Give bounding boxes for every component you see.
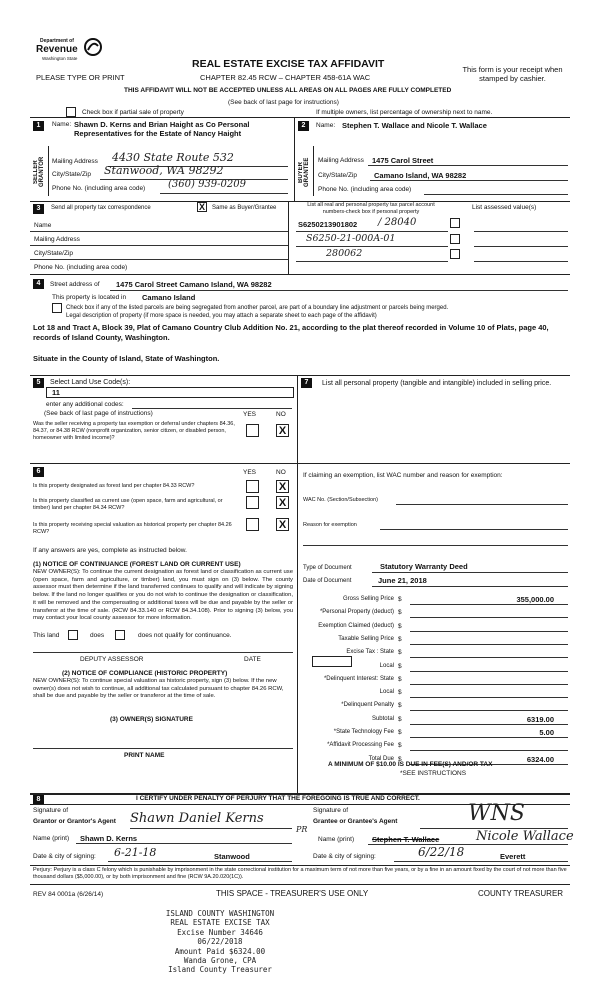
this-land-label: This land [33,632,60,639]
grantor-date-label: Date & city of signing: [33,853,96,860]
stamp-line: Amount Paid $6324.00 [174,946,266,956]
parcel-1: S6250213901802 [298,220,358,229]
excise-box-1[interactable] [312,656,352,667]
exemption-wac-label: If claiming an exemption, list WAC number and reason for exemption: [303,472,503,479]
does-not-checkbox[interactable] [115,630,125,640]
forest-no-checkbox[interactable]: X [276,480,289,493]
notice1-body: NEW OWNER(S): To continue the current designation as forest land or classification as current use (open space, farm and agriculture, or timber) land, you must sign on (3) below. The county assessor must then determine if the land transferred continues to qualify and will indicate by signing below. If the land no longer qualifies or you do not wish to continue the designation or classification, it will be removed and the compensating or additional taxes will be due and payable by the seller or transferor at the time of sale. (RCW 84.33.140 or RCW 84.34.108). Prior to signing (3) below, you may contact your local county assessor for more information. [33,569,293,622]
street-address-value: 1475 Carol Street Camano Island, WA 98282 [116,280,272,289]
treasurer-stamp [140,909,300,975]
rule [30,884,570,885]
calc-row-currency: $ [398,663,402,670]
partial-sale-label: Check box if partial sale of property [82,109,184,116]
logo-text-state: Washington State [42,56,78,61]
rule [160,193,288,194]
stamp-line: ISLAND COUNTY WASHINGTON [165,909,275,918]
calc-row-currency: $ [398,716,402,723]
exemption-yes-checkbox[interactable] [246,424,259,437]
forest-yes-checkbox[interactable] [246,480,259,493]
does-label: does [90,632,105,639]
doc-date-label: Date of Document [303,578,352,584]
calc-row-label: *Delinquent Penalty [341,702,394,708]
section-3-number: 3 [33,204,44,214]
buyer-mailing-value: 1475 Carol Street [372,156,434,165]
section3-phone-label: Phone No. (including area code) [34,264,128,271]
rule [313,146,314,196]
calc-row-value: 6319.00 [526,715,554,724]
perjury-notice: Perjury: Perjury is a class C felony which is punishable by imprisonment in the state correctional institution for a maximum term of not more than five years, or by a fine in an amount fixed by the court of not more than five thousand dollars ($5,000.00), or by both imprisonment and fine (RCW 9A.20.020(1C)). [33,867,567,880]
dor-logo-icon [84,38,102,56]
calc-row-label: Total Due [368,756,394,762]
rule [297,375,298,793]
calc-row-label: *Affidavit Processing Fee [327,742,394,748]
same-as-buyer-checkbox[interactable]: X [198,202,205,212]
grantee-sig-label1: Signature of [313,807,349,814]
exemption-question: Was the seller receiving a property tax exemption or deferral under chapters 84.36, 84.37, or 84.38 RCW (nonprofit organization, senior citizen, or disabled person, homeowner with limited income)? [33,421,235,441]
rule [474,231,568,232]
calc-row-currency: $ [398,689,402,696]
dor-logo [36,38,106,68]
rule [368,165,568,166]
grantor-signature: Shawn Daniel Kerns [130,811,264,826]
parcel-header: List all real and personal property tax parcel account numbers-check box if personal property [307,202,435,215]
buyer-name-value: Stephen T. Wallace and Nicole T. Wallace [342,121,487,130]
calc-row-label: *Delinquent Interest: State [323,676,394,682]
current-use-no-checkbox[interactable]: X [276,496,289,509]
minimum-due-note: A MINIMUM OF $10.00 IS DUE IN FEE(S) AND/OR TAX [328,761,493,768]
calc-row-currency: $ [398,636,402,643]
calc-row-value: 5.00 [539,728,554,737]
rule [474,246,568,247]
calc-row-line [410,750,568,751]
grantee-name-value: Stephen T. Wallace [372,835,440,844]
section-8-number: 8 [33,795,44,805]
personal-property-label: List all personal property (tangible and intangible) included in selling price. [322,380,552,387]
grantor-name-value: Shawn D. Kerns [80,834,138,843]
form-title: REAL ESTATE EXCISE TAX AFFIDAVIT [192,58,385,70]
calc-row-label: Local [379,663,394,669]
rule [296,246,448,247]
parcel-3: 280062 [326,248,363,259]
sec6-no-header: NO [276,469,286,476]
exemption-no-checkbox[interactable]: X [276,424,289,437]
rev-number: REV 84 0001a (6/26/14) [33,891,104,898]
section-6-number: 6 [33,467,44,477]
section-5-number: 5 [33,378,44,388]
notice1-title: (1) NOTICE OF CONTINUANCE (FOREST LAND OR CURRENT USE) [33,561,241,568]
seller-city-value: Stanwood, WA 98292 [104,164,224,177]
grantee-second-signature: Nicole Wallace [476,829,574,844]
rule [108,861,292,862]
deputy-date-label: DATE [244,656,261,663]
historic-yes-checkbox[interactable] [246,518,259,531]
multiple-owners-note: If multiple owners, list percentage of ownership next to name. [316,109,493,116]
historic-no-checkbox[interactable]: X [276,518,289,531]
calc-row-line [410,737,568,738]
doc-type-value: Statutory Warranty Deed [380,562,468,571]
calc-row-line [410,617,568,618]
calc-row-line [410,657,568,658]
seller-phone-value: (360) 939-0209 [168,179,246,190]
warning-banner: THIS AFFIDAVIT WILL NOT BE ACCEPTED UNLESS ALL AREAS ON ALL PAGES ARE FULLY COMPLETED [124,87,452,94]
send-correspondence-label: Send all property tax correspondence [51,205,151,211]
stamp-line: Excise Number 34646 [177,927,263,937]
section-4-number: 4 [33,279,44,289]
current-use-yes-checkbox[interactable] [246,496,259,509]
stamp-line: 06/22/2018 [197,937,243,947]
rule [33,652,293,653]
calc-row-value: 6324.00 [526,755,554,764]
segregated-note: Check box if any of the listed parcels are being segregated from another parcel, are part of a boundary line adjustment or parcels being merged. [66,305,449,311]
calc-row-label: Subtotal [371,716,394,722]
buyer-phone-label: Phone No. (including area code) [318,186,412,193]
calc-row-currency: $ [398,676,402,683]
chapter-ref: CHAPTER 82.45 RCW – CHAPTER 458-61A WAC [200,73,371,82]
rule [30,231,288,232]
calc-row-label: *Personal Property (deduct) [319,609,394,615]
certify-statement: I CERTIFY UNDER PENALTY OF PERJURY THAT THE FOREGOING IS TRUE AND CORRECT. [136,795,420,802]
see-back-note: (See back of last page for instructions) [228,99,339,106]
stamp-line: Island County Treasurer [168,965,272,975]
calc-row-currency: $ [398,609,402,616]
historic-question: Is this property receiving special valuation as historical property per chapter 84.26 RCW? [33,522,232,535]
rule [30,245,288,246]
grantee-city-value: Everett [500,852,526,861]
rule [288,201,289,274]
grantor-pr-mark: PR [296,825,308,834]
rule [30,117,570,118]
rule [424,194,568,195]
grantor-city-value: Stanwood [214,852,250,861]
calc-row-label: Local [379,689,394,695]
print-name-label: PRINT NAME [124,752,165,759]
grantee-sig-label2: Grantee or Grantee's Agent [313,818,398,825]
calc-row-label: *State Technology Fee [333,729,394,735]
legal-description: Lot 18 and Tract A, Block 39, Plat of Camano Country Club Addition No. 21, according to the plat thereof recorded in Volume 10 of Plats, page 40, records of Island County, Washington. [33,323,549,342]
seller-name-label: Name: [52,121,72,128]
rule [30,865,570,866]
rule [303,545,568,546]
seller-name-value: Shawn D. Kerns and Brian Haight as Co Personal Representatives for the Estate of Nancy Haight [74,120,250,138]
grantee-date-label: Date & city of signing: [313,853,376,860]
rule [110,290,568,291]
section3-city-label: City/State/Zip [34,250,74,257]
rule [394,861,568,862]
located-value: Camano Island [142,293,196,302]
notice2-body: NEW OWNER(S): To continue special valuation as historic property, sign (3) below. If the new owner(s) does not wish to continue, all additional tax calculated pursuant to chapter 84.26 RCW, shall be due and payable by the seller or transferor at the time of sale. [33,678,284,699]
rule [130,828,292,829]
rule [48,146,49,196]
see-back-instr: (See back of last page of instructions) [44,410,153,417]
section-1-number: 1 [33,121,44,131]
calc-row-label: Excise Tax : State [346,649,394,655]
section3-mailing-label: Mailing Address [34,236,80,243]
section-2-number: 2 [298,121,309,131]
treasurer-space: THIS SPACE - TREASURER'S USE ONLY [216,889,369,898]
buyer-city-label: City/State/Zip [318,172,358,179]
grantor-date-value: 6-21-18 [114,846,157,859]
does-checkbox[interactable] [68,630,78,640]
calc-row-label: Gross Selling Price [342,596,394,602]
any-yes-note: If any answers are yes, complete as instructed below. [33,547,187,554]
section-7-number: 7 [301,378,312,388]
calc-row-currency: $ [398,729,402,736]
partial-sale-checkbox[interactable] [66,107,76,117]
rule [396,504,568,505]
land-use-box[interactable] [46,387,294,398]
reason-label: Reason for exemption [303,522,357,528]
calc-row-line [410,710,568,711]
section3-name-label: Name [34,222,52,229]
stamp-line: Wanda Grone, CPA [183,956,257,966]
county-treasurer: COUNTY TREASURER [478,889,564,898]
forest-question: Is this property designated as forest land per chapter 84.33 RCW? [33,483,195,489]
seller-phone-label: Phone No. (including area code) [52,185,146,192]
rule [474,261,568,262]
buyer-name-label: Name: [316,122,336,129]
calc-row-value: 355,000.00 [516,595,554,604]
rule [370,180,568,181]
rule [380,529,568,530]
grantor-name-label: Name (print) [33,835,70,842]
located-label: This property is located in [52,294,127,301]
calc-row-currency: $ [398,702,402,709]
sec5-no-header: NO [276,411,286,418]
rule [296,261,448,262]
does-not-label: does not qualify for continuance. [138,632,232,639]
please-type: PLEASE TYPE OR PRINT [36,73,125,82]
stamp-line: REAL ESTATE EXCISE TAX [170,918,270,928]
rule [294,117,295,202]
calc-row-line [410,671,568,672]
seller-mailing-label: Mailing Address [52,158,98,165]
rule [30,375,570,376]
parcel-1-personal-checkbox[interactable] [450,218,460,228]
current-use-question: Is this property classified as current use (open space, farm and agricultural, or timber) land per chapter 84.34 RCW? [33,498,223,511]
rule [372,572,568,573]
grantee-date-value: 6/22/18 [418,845,465,859]
sec6-yes-header: YES [243,469,257,476]
buyer-grantee-label: BUYER GRANTEE [298,157,310,187]
buyer-city-value: Camano Island, WA 98282 [374,171,467,180]
rule [30,463,570,464]
deputy-assessor-label: DEPUTY ASSESSOR [80,656,144,663]
assessed-header: List assessed value(s) [472,204,537,211]
rule [30,259,288,260]
additional-codes-label: enter any additional codes: [46,401,124,408]
notice2-title: (2) NOTICE OF COMPLIANCE (HISTORIC PROPERTY) [62,670,228,677]
rule [132,408,292,409]
grantee-signature: WNS [468,801,525,826]
segregated-checkbox[interactable] [52,303,62,313]
seller-mailing-value: 4430 State Route 532 [112,151,234,164]
seller-grantor-label: SELLER GRANTOR [33,156,45,188]
wac-no-label: WAC No. (Section/Subsection) [303,497,378,503]
calc-row-currency: $ [398,596,402,603]
rule [30,274,570,275]
rule [76,843,292,844]
sec5-yes-header: YES [243,411,257,418]
rule [296,231,448,232]
grantor-sig-label2: Grantor or Grantor's Agent [33,818,116,825]
doc-date-value: June 21, 2018 [378,576,427,585]
land-use-label: Select Land Use Code(s): [50,379,131,386]
calc-row-label: Exemption Claimed (deduct) [318,623,394,629]
calc-row-currency: $ [398,742,402,749]
grantor-sig-label1: Signature of [33,807,69,814]
rule [33,748,293,749]
calc-row-line [410,631,568,632]
logo-text-revenue: Revenue [36,44,78,55]
buyer-mailing-label: Mailing Address [318,157,364,164]
calc-row-label: Taxable Selling Price [338,636,394,642]
parcel-2: S6250-21-000A-01 [306,233,396,244]
calc-row-line [410,697,568,698]
calc-row-currency: $ [398,649,402,656]
calc-row-line [410,604,568,605]
land-use-value: 11 [52,388,60,397]
calc-row-currency: $ [398,756,402,763]
parcel-3-personal-checkbox[interactable] [450,249,460,259]
calc-row-currency: $ [398,623,402,630]
doc-type-label: Type of Document [303,565,352,571]
parcel-1-handwritten: / 28040 [378,217,417,228]
legal-label: Legal description of property (if more space is needed, you may attach a separate sheet to each page of the affidavit) [66,313,377,319]
same-as-buyer-label: Same as Buyer/Grantee [212,205,277,211]
seller-city-label: City/State/Zip [52,171,92,178]
rule [368,844,568,845]
situate-line: Situate in the County of Island, State of Washington. [33,354,220,363]
grantee-name-label: Name (print) [318,836,355,843]
owners-signature-label: (3) OWNER(S) SIGNATURE [110,716,193,723]
logo-text-dept: Department of [40,38,74,44]
street-address-label: Street address of [50,281,100,288]
receipt-note: This form is your receipt when stamped by cashier. [462,65,563,83]
calc-row-line [410,644,568,645]
calc-row-line [410,724,568,725]
parcel-2-personal-checkbox[interactable] [450,234,460,244]
calc-row-line [410,684,568,685]
rule [372,586,568,587]
see-instructions: *SEE INSTRUCTIONS [400,770,467,777]
